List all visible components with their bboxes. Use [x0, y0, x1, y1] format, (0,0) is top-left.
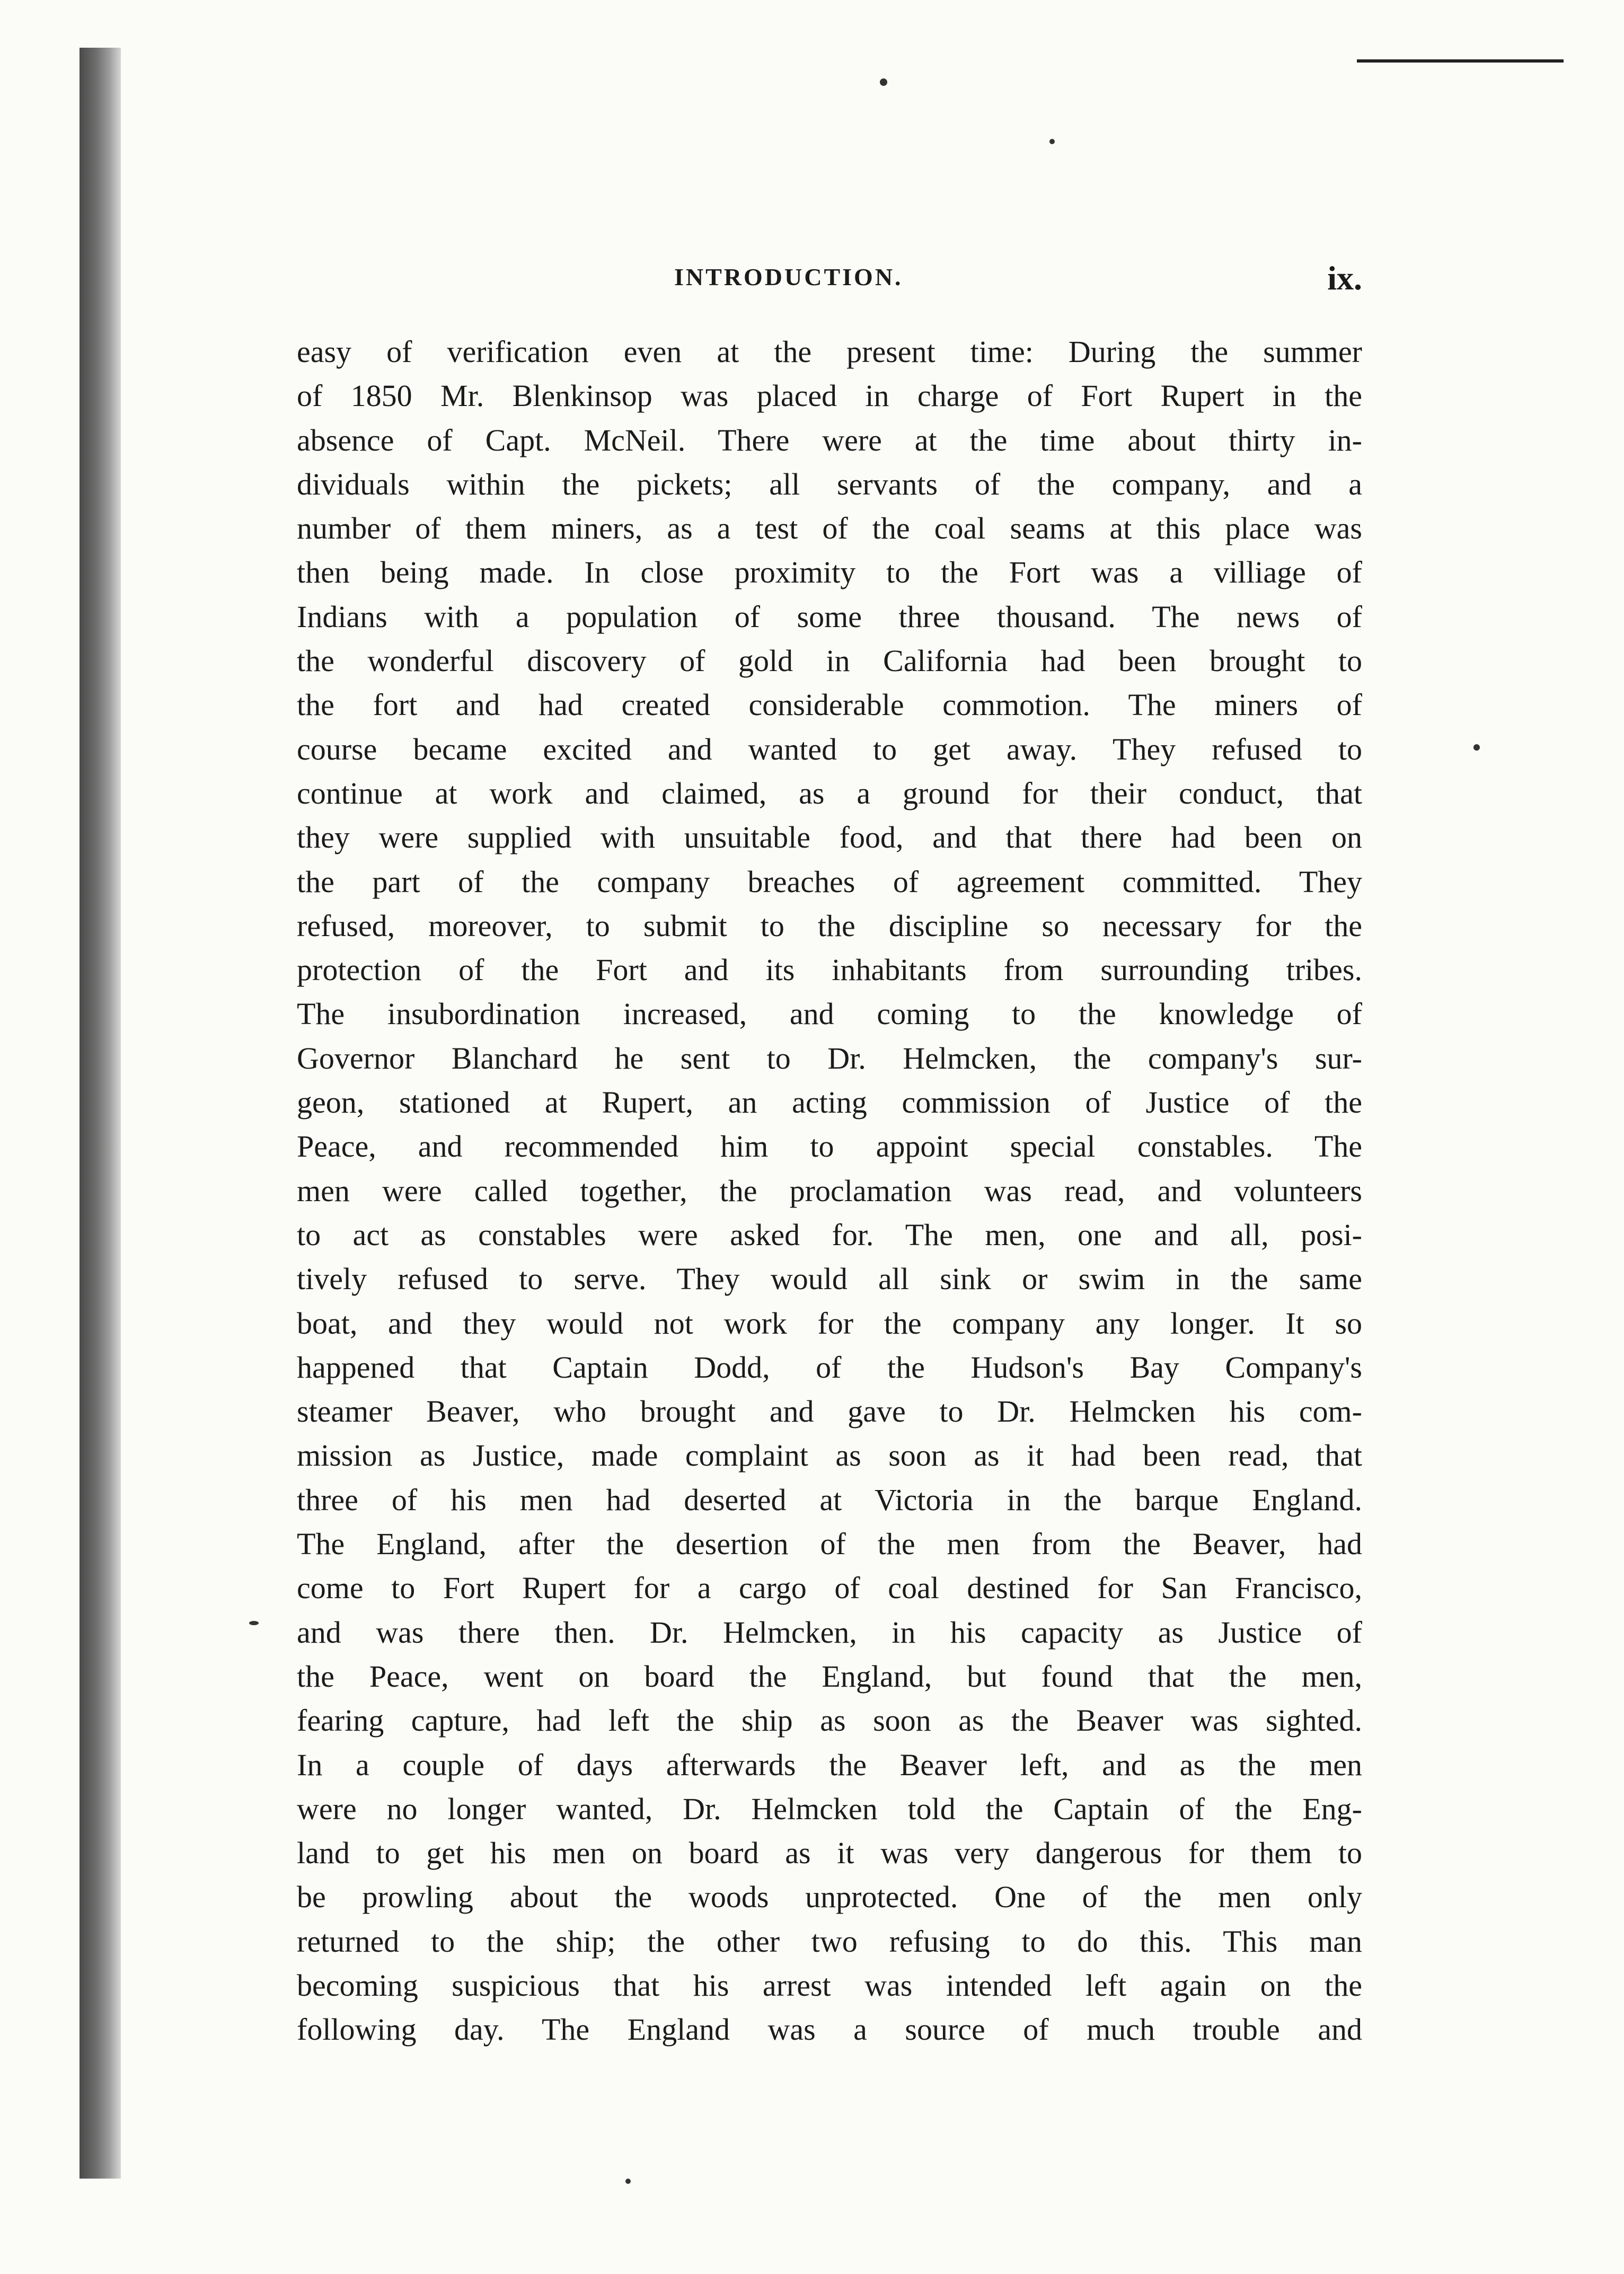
text-line: and was there then. Dr. Helmcken, in his capacity as Justice of — [297, 1615, 1362, 1650]
text-line: three of his men had deserted at Victoria in the barque England. — [297, 1482, 1362, 1517]
text-line: returned to the ship; the other two refusing to do this. This man — [297, 1924, 1362, 1959]
body-text — [297, 330, 1362, 2052]
text-line: the wonderful discovery of gold in California had been brought to — [297, 644, 1362, 678]
text-line: land to get his men on board as it was very dangerous for them to — [297, 1836, 1362, 1871]
text-line: tively refused to serve. They would all sink or swim in the same — [297, 1262, 1362, 1297]
text-line: number of them miners, as a test of the coal seams at this place was — [297, 511, 1362, 546]
page-number: ix. — [1327, 259, 1362, 297]
text-line: Indians with a population of some three thousand. The news of — [297, 599, 1362, 634]
text-line: happened that Captain Dodd, of the Hudson's Bay Company's — [297, 1350, 1362, 1385]
text-line: the Peace, went on board the England, but found that the men, — [297, 1659, 1362, 1694]
text-line: Peace, and recommended him to appoint special constables. The — [297, 1129, 1362, 1164]
text-line: Governor Blanchard he sent to Dr. Helmcken, the company's sur- — [297, 1041, 1362, 1076]
scan-speck — [625, 2179, 631, 2184]
text-line: becoming suspicious that his arrest was intended left again on the — [297, 1968, 1362, 2003]
text-line: geon, stationed at Rupert, an acting commission of Justice of the — [297, 1085, 1362, 1120]
text-line: absence of Capt. McNeil. There were at the time about thirty in- — [297, 422, 1362, 457]
scan-speck — [1049, 139, 1055, 144]
text-line: The England, after the desertion of the men from the Beaver, had — [297, 1527, 1362, 1562]
text-line: following day. The England was a source of much trouble and — [297, 2012, 1362, 2047]
text-line: dividuals within the pickets; all servants of the company, and a — [297, 466, 1362, 501]
text-line: then being made. In close proximity to the Fort was a villiage of — [297, 555, 1362, 590]
text-line: easy of verification even at the present time: During the summer — [297, 334, 1362, 369]
text-line: fearing capture, had left the ship as soon as the Beaver was sighted. — [297, 1703, 1362, 1738]
scan-speck — [880, 78, 887, 86]
text-line: course became excited and wanted to get away. They refused to — [297, 731, 1362, 766]
scan-speck — [1473, 744, 1480, 751]
text-line: they were supplied with unsuitable food, and that there had been on — [297, 820, 1362, 855]
top-rule — [1357, 59, 1564, 63]
text-line: to act as constables were asked for. The men, one and all, posi- — [297, 1217, 1362, 1252]
text-line: refused, moreover, to submit to the discipline so necessary for the — [297, 908, 1362, 943]
running-title: INTRODUCTION. — [674, 263, 903, 290]
text-line: mission as Justice, made complaint as soon as it had been read, that — [297, 1438, 1362, 1473]
text-line: were no longer wanted, Dr. Helmcken told the Captain of the Eng- — [297, 1791, 1362, 1826]
text-line: men were called together, the proclamation was read, and volunteers — [297, 1173, 1362, 1208]
text-line: continue at work and claimed, as a ground for their conduct, that — [297, 775, 1362, 810]
text-line: steamer Beaver, who brought and gave to Dr. Helmcken his com- — [297, 1394, 1362, 1429]
text-line: protection of the Fort and its inhabitants from surrounding tribes. — [297, 953, 1362, 988]
text-line: the part of the company breaches of agreement committed. They — [297, 864, 1362, 899]
text-line: The insubordination increased, and coming to the knowledge of — [297, 997, 1362, 1032]
page-header — [297, 259, 1362, 305]
binding-edge — [80, 48, 121, 2179]
text-line: of 1850 Mr. Blenkinsop was placed in charge of Fort Rupert in the — [297, 378, 1362, 413]
text-line: boat, and they would not work for the company any longer. It so — [297, 1306, 1362, 1341]
text-line: come to Fort Rupert for a cargo of coal destined for San Francisco, — [297, 1571, 1362, 1606]
scan-speck — [249, 1621, 259, 1625]
text-line: the fort and had created considerable commotion. The miners of — [297, 688, 1362, 722]
text-line: be prowling about the woods unprotected. One of the men only — [297, 1880, 1362, 1915]
text-line: In a couple of days afterwards the Beaver left, and as the men — [297, 1747, 1362, 1782]
